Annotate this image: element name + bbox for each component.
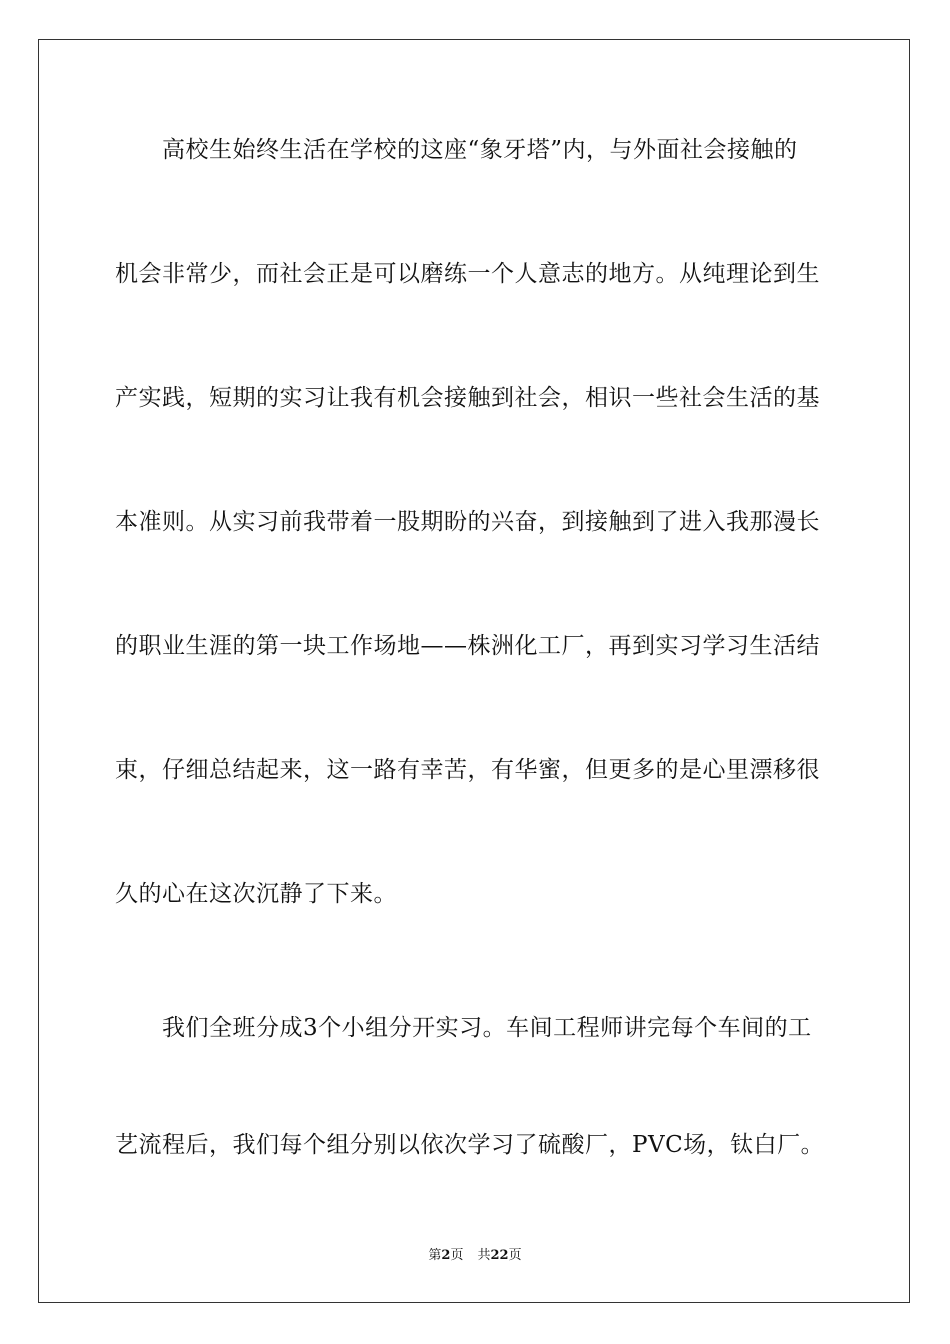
paragraph-1-line-2: 机会非常少，而社会正是可以磨练一个人意志的地方。从纯理论到生 xyxy=(115,261,820,287)
paragraph-2-line-1: 我们全班分成3个小组分开实习。车间工程师讲完每个车间的工 xyxy=(162,1015,812,1041)
total-prefix: 共 xyxy=(477,1248,491,1263)
total-suffix: 页 xyxy=(508,1248,522,1263)
paragraph-1-line-5: 的职业生涯的第一块工作场地——株洲化工厂，再到实习学习生活结 xyxy=(115,633,820,659)
paragraph-2-line-2: 艺流程后，我们每个组分别以依次学习了硫酸厂，PVC场，钛白厂。 xyxy=(115,1132,825,1158)
page-prefix: 第 xyxy=(428,1248,442,1263)
page-suffix: 页 xyxy=(450,1248,464,1263)
page-number: 2 xyxy=(441,1248,451,1263)
paragraph-1-line-4: 本准则。从实习前我带着一股期盼的兴奋，到接触到了进入我那漫长 xyxy=(115,509,820,535)
paragraph-1-line-7: 久的心在这次沉静了下来。 xyxy=(115,881,397,907)
paragraph-1-line-6: 束，仔细总结起来，这一路有幸苦，有华蜜，但更多的是心里漂移很 xyxy=(115,757,820,783)
paragraph-1-line-3: 产实践，短期的实习让我有机会接触到社会，相识一些社会生活的基 xyxy=(115,385,820,411)
page-border xyxy=(38,39,910,1303)
total-pages: 22 xyxy=(490,1248,509,1263)
paragraph-1-line-1: 高校生始终生活在学校的这座“象牙塔”内，与外面社会接触的 xyxy=(162,137,798,163)
page-footer xyxy=(0,1248,950,1264)
